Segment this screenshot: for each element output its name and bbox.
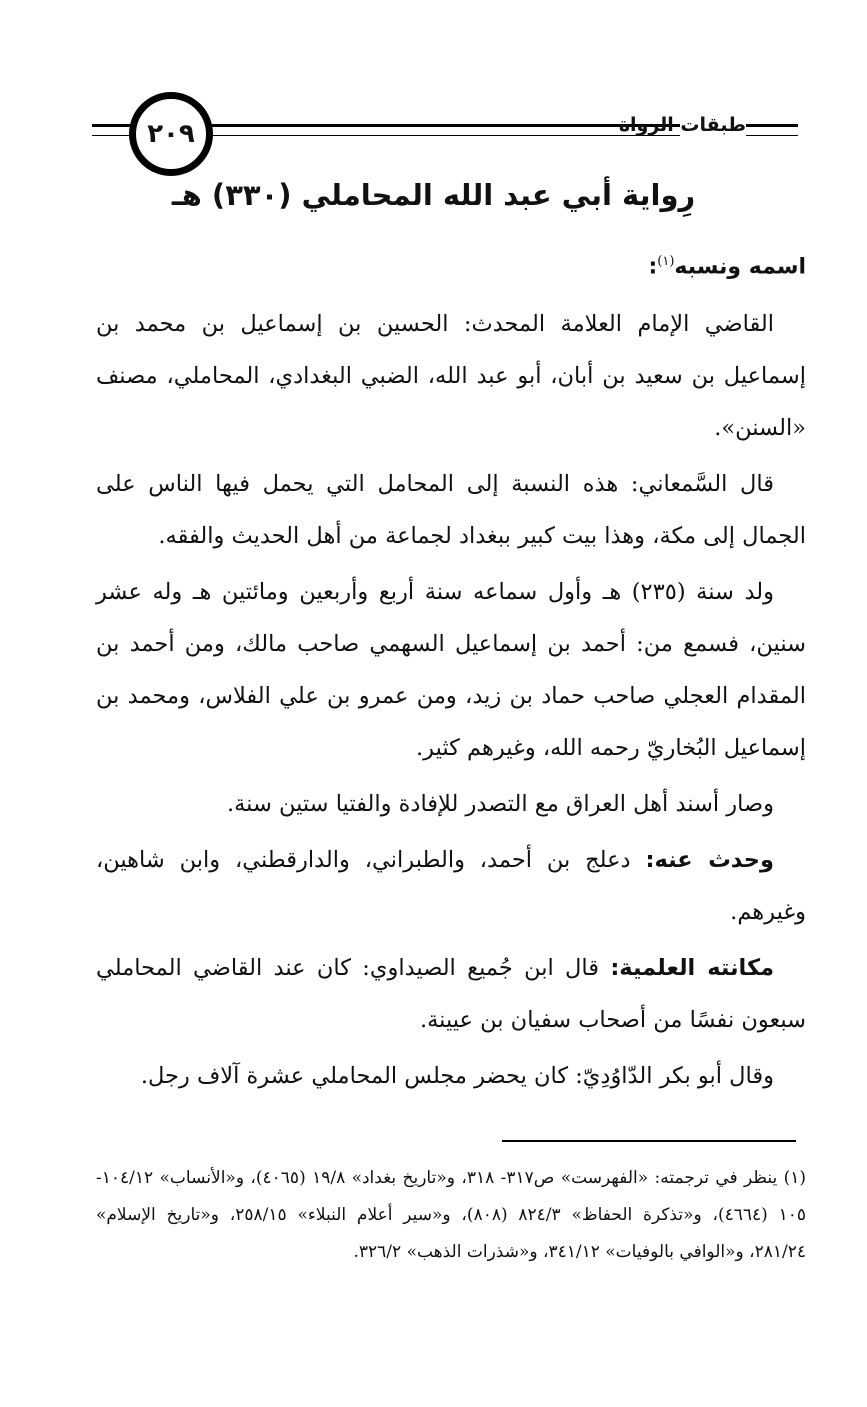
students-text: دعلج بن أحمد، والطبراني، والدارقطني، وابن شاهين، وغيرهم.	[96, 846, 806, 925]
paragraph-dawudi: وقال أبو بكر الدّاوُدِيّ: كان يحضر مجلس المحاملي عشرة آلاف رجل.	[140, 1062, 774, 1089]
footnote-separator	[502, 1140, 796, 1142]
paragraph-lineage: القاضي الإمام العلامة المحدث: الحسين بن إسماعيل بن محمد بن إسماعيل بن سعيد بن أبان، أبو عبد الله، الضبي البغدادي، المحاملي، مصنف «السنن».	[96, 310, 806, 441]
header-rule-right	[746, 124, 798, 136]
paragraph-samani: قال السَّمعاني: هذه النسبة إلى المحامل التي يحمل فيها الناس على الجمال إلى مكة، وهذا بيت كبير ببغداد لجماعة من أهل الحديث والفقه.	[96, 470, 806, 549]
footnote: (١) ينظر في ترجمته: «الفهرست» ص٣١٧- ٣١٨، و«تاريخ بغداد» ١٩/٨ (٤٠٦٥)، و«الأنساب» ١٠٤/١٢- ١٠٥ (٤٦٦٤)، و«تذكرة الحفاظ» ٨٢٤/٣ (٨٠٨)، و«سير أعلام النبلاء» ٢٥٨/١٥، و«تاريخ الإسلام» ٢٨١/٢٤، و«الوافي بالوفيات» ٣٤١/١٢، و«شذرات الذهب» ٣٢٦/٢.	[96, 1168, 806, 1262]
footnote-marker: (١)	[657, 254, 675, 269]
status-text: قال ابن جُميع الصيداوي: كان عند القاضي المحاملي سبعون نفسًا من أصحاب سفيان بن عيينة.	[96, 954, 806, 1033]
paragraph-students	[96, 834, 806, 938]
running-title: طبقات الرواة	[618, 114, 746, 136]
chapter-title: رِواية أبي عبد الله المحاملي (٣٣٠) هـ	[171, 178, 696, 212]
page-number: ٢٠٩	[147, 119, 195, 149]
students-lead: وحدث عنه:	[645, 846, 775, 873]
header-rule-middle	[212, 124, 680, 136]
page-header	[92, 86, 798, 176]
status-lead: مكانته العلمية:	[610, 954, 774, 981]
body-text	[96, 236, 806, 1106]
name-heading: اسمه ونسبه	[674, 254, 806, 280]
name-heading-colon: :	[648, 254, 658, 280]
name-heading-line	[96, 236, 806, 294]
header-rule-left	[92, 124, 132, 136]
paragraph-birth: ولد سنة (٢٣٥) هـ وأول سماعه سنة أربع وأربعين ومائتين هـ وله عشر سنين، فسمع من: أحمد بن إسماعيل السهمي صاحب مالك، ومن أحمد بن المقدام العجلي صاحب حماد بن زيد، ومن عمرو بن علي الفلاس، ومحمد بن إسماعيل البُخاريّ رحمه الله، وغيرهم كثير.	[96, 578, 806, 761]
page-number-badge	[129, 92, 213, 176]
paragraph-iraq: وصار أسند أهل العراق مع التصدر للإفادة والفتيا ستين سنة.	[226, 790, 774, 817]
paragraph-status	[96, 942, 806, 1046]
